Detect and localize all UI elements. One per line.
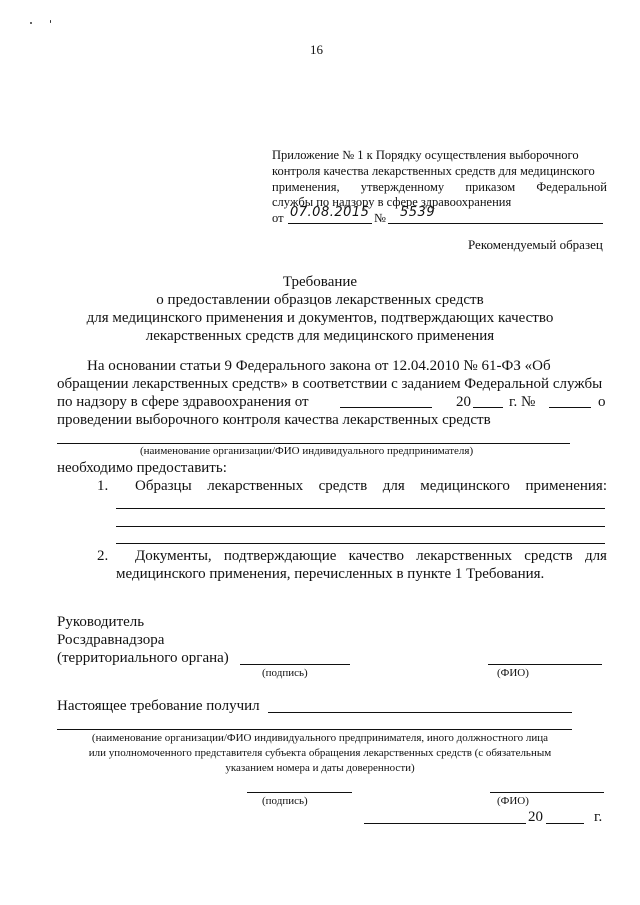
item-2-number: 2.	[97, 548, 109, 564]
received-fio-field	[490, 792, 604, 793]
number-underline	[388, 223, 603, 224]
appendix-word: утвержденному	[360, 180, 445, 194]
appendix-from-label: от	[272, 211, 284, 225]
recommended-sample-label: Рекомендуемый образец	[468, 237, 603, 252]
scan-speck	[50, 20, 51, 23]
need-provide-label: необходимо предоставить:	[57, 460, 227, 476]
item-1-field-line	[116, 526, 605, 527]
body-line-1: На основании статьи 9 Федерального закона от 12.04.2010 № 61-ФЗ «Об	[87, 358, 551, 374]
received-fio-caption: (ФИО)	[497, 795, 529, 807]
body-line-4: проведении выборочного контроля качества лекарственных средств	[57, 412, 491, 428]
received-caption-3: указанием номера и даты доверенности)	[225, 762, 415, 774]
item-2-text-line-2: медицинского применения, перечисленных в пункте 1 Требования.	[116, 566, 545, 582]
received-year-suffix: г.	[594, 809, 603, 825]
head-fio-field	[488, 664, 602, 665]
received-by-field	[268, 712, 572, 713]
body-line-3a: по надзору в сфере здравоохранения от	[57, 394, 309, 410]
item-word: средств	[318, 478, 368, 494]
item-word: Образцы	[135, 478, 192, 494]
body-line-3d: о	[598, 394, 606, 410]
item-word: медицинского	[420, 478, 510, 494]
received-caption-1: (наименование организации/ФИО индивидуального предпринимателя, иного должностного лица	[91, 732, 549, 744]
body-line-3b: 20	[456, 394, 471, 410]
received-year-prefix: 20	[528, 809, 543, 825]
appendix-line-2: контроля качества лекарственных средств для медицинского	[272, 164, 595, 178]
item-2-text	[135, 548, 607, 565]
received-caption-2: или уполномоченного представителя субъекта обращения лекарственных средств (с обязательным	[88, 747, 552, 759]
appendix-line-4: службы по надзору в сфере здравоохранения	[272, 195, 512, 209]
head-line-2: Росздравнадзора	[57, 632, 165, 648]
date-underline	[288, 223, 372, 224]
scan-speck	[30, 22, 32, 24]
item-word: лекарственных	[207, 478, 304, 494]
item-word: Документы,	[135, 548, 212, 564]
handwritten-date: 07.08.2015	[290, 205, 370, 220]
appendix-word: приказом	[465, 180, 516, 194]
handwritten-number: 5539	[400, 205, 436, 220]
organization-field	[57, 443, 570, 444]
received-signature-field	[247, 792, 352, 793]
title-line-1: Требование	[282, 274, 358, 290]
item-1-text	[135, 478, 607, 495]
received-year-field	[546, 823, 584, 824]
head-signature-caption: (подпись)	[262, 667, 308, 679]
received-date-field	[364, 823, 526, 824]
title-line-3: для медицинского применения и документов, подтверждающих качество	[86, 310, 554, 326]
appendix-number-label: №	[374, 211, 386, 225]
task-year-field	[473, 407, 503, 408]
received-label: Настоящее требование получил	[57, 698, 260, 714]
head-line-1: Руководитель	[57, 614, 145, 630]
appendix-line-1: Приложение № 1 к Порядку осуществления выборочного	[272, 148, 579, 162]
item-1-field-line	[116, 543, 605, 544]
head-line-3: (территориального органа)	[57, 650, 229, 666]
received-by-field-2	[57, 729, 572, 730]
task-date-field	[340, 407, 432, 408]
item-word: для	[382, 478, 405, 494]
head-fio-caption: (ФИО)	[497, 667, 529, 679]
item-word: применения:	[525, 478, 607, 494]
organization-caption: (наименование организации/ФИО индивидуального предпринимателя)	[140, 445, 474, 457]
title-line-2: о предоставлении образцов лекарственных средств	[156, 292, 484, 308]
task-number-field	[549, 407, 591, 408]
appendix-word: Федеральной	[536, 180, 607, 194]
appendix-line-3	[272, 180, 607, 195]
head-signature-field	[240, 664, 350, 665]
received-signature-caption: (подпись)	[262, 795, 308, 807]
item-1-number: 1.	[97, 478, 109, 494]
item-word: для	[584, 548, 607, 564]
title-line-4: лекарственных средств для медицинского применения	[145, 328, 495, 344]
item-1-field-line	[116, 508, 605, 509]
body-line-2: обращении лекарственных средств» в соответствии с заданием Федеральной службы	[57, 376, 603, 392]
appendix-word: применения,	[272, 180, 340, 194]
item-word: лекарственных	[416, 548, 513, 564]
item-word: качество	[348, 548, 404, 564]
page-number: 16	[310, 42, 323, 57]
item-word: средств	[524, 548, 573, 564]
body-line-3c: г. №	[509, 394, 536, 410]
item-word: подтверждающие	[223, 548, 337, 564]
